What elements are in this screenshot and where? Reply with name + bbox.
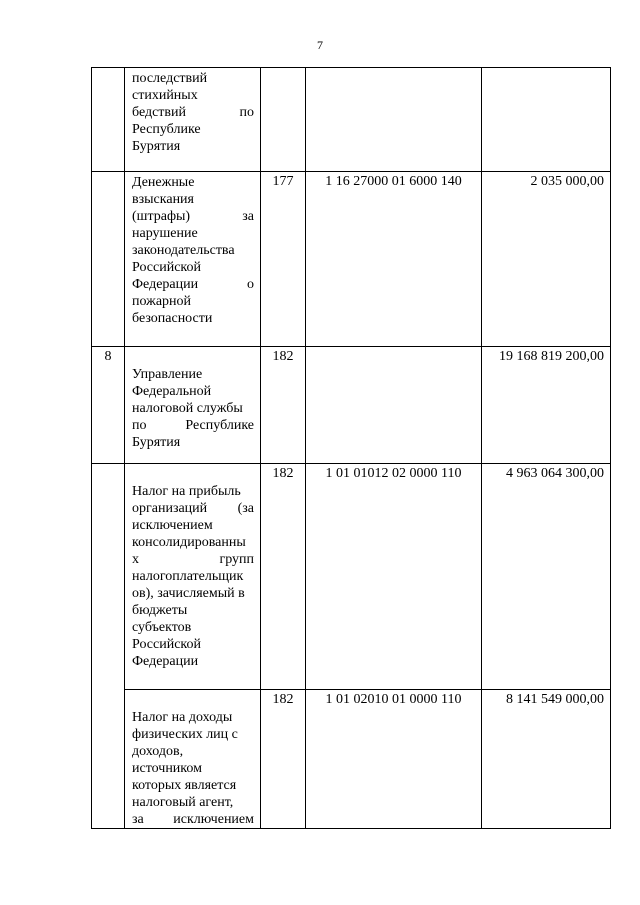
- admin-code-cell: [261, 68, 306, 172]
- table-row: [92, 464, 611, 690]
- table-row: [92, 690, 611, 829]
- amount-cell: 8 141 549 000,00: [482, 690, 611, 829]
- name-line: за исключением: [132, 812, 254, 827]
- budget-classification-code-cell: [306, 68, 482, 172]
- name-line: безопасности: [132, 311, 213, 326]
- table-row: [92, 68, 611, 172]
- name-line: Управление: [132, 367, 203, 382]
- name-line: Федерации о: [132, 277, 254, 292]
- name-line: Республике: [132, 122, 201, 137]
- row-number-cell: [92, 68, 125, 172]
- name-line: налоговый агент,: [132, 795, 234, 810]
- name-line: бедствий по: [132, 105, 254, 120]
- name-line: организаций (за: [132, 501, 254, 516]
- table-row: [92, 172, 611, 347]
- budget-classification-code-cell: [306, 347, 482, 464]
- revenue-name-cell: [125, 172, 261, 347]
- revenue-name-cell: [125, 347, 261, 464]
- name-line: бюджеты: [132, 603, 188, 618]
- name-line: Налог на прибыль: [132, 484, 241, 499]
- row-number-cell: [92, 172, 125, 347]
- name-line: консолидированны: [132, 535, 246, 550]
- name-line: (штрафы) за: [132, 209, 254, 224]
- name-line: Бурятия: [132, 139, 181, 154]
- name-line: нарушение: [132, 226, 198, 241]
- name-line: которых является: [132, 778, 237, 793]
- admin-code-cell: 182: [261, 464, 306, 690]
- name-line: по Республике: [132, 418, 254, 433]
- name-line: субъектов: [132, 620, 192, 635]
- row-number-cell: 8: [92, 347, 125, 464]
- name-line: Денежные: [132, 175, 195, 190]
- name-line: Федеральной: [132, 384, 212, 399]
- page-number: 7: [317, 38, 323, 52]
- name-line: Российской: [132, 637, 201, 652]
- revenue-name-cell: [125, 690, 261, 829]
- name-line: физических лиц с: [132, 727, 238, 742]
- name-line: Бурятия: [132, 435, 181, 450]
- row-number-cell: [92, 464, 125, 690]
- amount-cell: 4 963 064 300,00: [482, 464, 611, 690]
- admin-code-cell: 177: [261, 172, 306, 347]
- budget-classification-code-cell: 1 01 01012 02 0000 110: [306, 464, 482, 690]
- admin-code-cell: 182: [261, 347, 306, 464]
- name-line: последствий: [132, 71, 208, 86]
- budget-classification-code-cell: 1 16 27000 01 6000 140: [306, 172, 482, 347]
- name-line: налоговой службы: [132, 401, 243, 416]
- amount-cell: 2 035 000,00: [482, 172, 611, 347]
- name-line: Российской: [132, 260, 201, 275]
- revenue-name-cell: [125, 68, 261, 172]
- name-line: законодательства: [132, 243, 235, 258]
- name-line: Федерации: [132, 654, 199, 669]
- table-row: [92, 347, 611, 464]
- admin-code-cell: 182: [261, 690, 306, 829]
- name-line: доходов,: [132, 744, 184, 759]
- amount-cell: 19 168 819 200,00: [482, 347, 611, 464]
- name-line: ов), зачисляемый в: [132, 586, 245, 601]
- row-number-cell: [92, 690, 125, 829]
- name-line: исключением: [132, 518, 213, 533]
- name-line: х групп: [132, 552, 254, 567]
- name-line: источником: [132, 761, 202, 776]
- name-line: пожарной: [132, 294, 192, 309]
- name-line: стихийных: [132, 88, 198, 103]
- name-line: налогоплательщик: [132, 569, 244, 584]
- name-line: взыскания: [132, 192, 194, 207]
- revenue-table: [91, 67, 611, 829]
- amount-cell: [482, 68, 611, 172]
- revenue-name-cell: [125, 464, 261, 690]
- budget-classification-code-cell: 1 01 02010 01 0000 110: [306, 690, 482, 829]
- name-line: Налог на доходы: [132, 710, 233, 725]
